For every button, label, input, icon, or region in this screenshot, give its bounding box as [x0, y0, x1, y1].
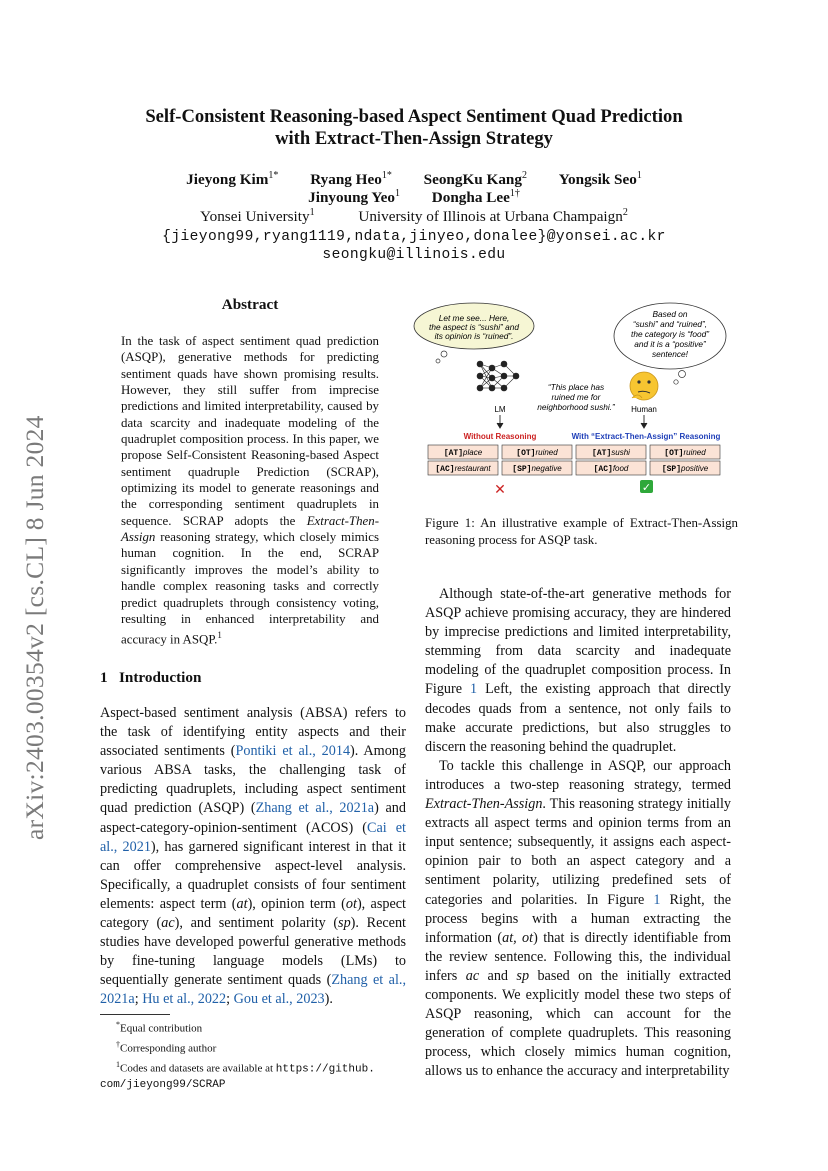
check-mark-icon	[640, 480, 653, 494]
quad-cell: [AC]restaurant	[435, 464, 491, 474]
body-text: Left, the existing approach that directly decodes quads from a sentence, not only fails to make accurate predictions, but also struggles to discern the reasoning behind the quadruplet.	[425, 681, 732, 755]
input-sentence-line: ruined me for	[551, 392, 601, 402]
authors-line-2	[90, 188, 738, 207]
body-text: ;	[226, 991, 234, 1008]
human-thought-bubble	[614, 303, 726, 384]
footnote-1	[100, 1017, 410, 1037]
lm-label: LM	[494, 405, 506, 414]
paragraph	[425, 757, 731, 1082]
quad-cell: [AT]sushi	[592, 448, 630, 458]
lm-thought-bubble	[414, 303, 534, 363]
italic-term: ot	[345, 895, 357, 912]
bubble-right-line: “sushi” and “ruined”,	[632, 319, 708, 329]
human-label: Human	[631, 405, 657, 414]
repo-link[interactable]: https://github.	[275, 1063, 375, 1076]
footnote-mark: 1	[116, 1059, 120, 1069]
citation-link[interactable]: Hu et al., 2022	[142, 991, 227, 1008]
authors-line-1	[90, 170, 738, 189]
email-line-2: seongku@illinois.edu	[322, 247, 506, 263]
paragraph	[425, 585, 731, 757]
paper-title	[90, 106, 738, 150]
affiliation: Yonsei University$^1$	[200, 207, 315, 226]
affiliations	[90, 207, 738, 226]
body-text: ) that is directly identifiable from the review sentence. Following this, the individual infers	[425, 929, 731, 984]
footnotes	[100, 1014, 410, 1093]
without-reasoning-table	[428, 445, 572, 475]
with-reasoning-title: With “Extract-Then-Assign” Reasoning	[571, 432, 721, 441]
bubble-right-line: Based on	[652, 309, 688, 319]
figure-1-graphic	[424, 302, 740, 502]
bubble-left-line: its opinion is “ruined”.	[434, 331, 514, 341]
cross-mark-icon: ✕	[494, 482, 506, 498]
without-reasoning-title: Without Reasoning	[463, 432, 537, 441]
body-text: ), opinion term (	[247, 895, 346, 912]
author-name: Yongsik Seo$^1$	[558, 170, 642, 189]
body-text: ) and aspect-category-opinion-sentiment (ACOS) (	[100, 800, 406, 836]
right-column-text	[425, 585, 731, 1081]
footnote-mark: †	[116, 1039, 120, 1049]
author-name: Dongha Lee$^{1\dagger}$	[431, 188, 520, 207]
body-text: Aspect-based sentiment analysis (ABSA) refers to the task of identifying entity aspects and their associated sentiments (	[100, 705, 406, 760]
body-text: Right, the process begins with a human extracting the information (	[425, 891, 731, 946]
footnote-3	[100, 1057, 410, 1078]
author-name: Jieyong Kim$^{1*}$	[186, 170, 279, 189]
citation-link[interactable]: Pontiki et al., 2014	[235, 743, 351, 760]
input-sentence-line: “This place has	[547, 382, 605, 392]
arxiv-identifier: arXiv:2403.00354v2 [cs.CL] 8 Jun 2024	[20, 415, 49, 840]
italic-term: ac	[465, 967, 480, 984]
footnote-text: Equal contribution	[120, 1022, 203, 1035]
abstract-text: In the task of aspect sentiment quad prediction (ASQP), generative methods for predicting sentiment quads have shown promising results. However, they still suffer from imprecise predictions and limited interpretability, caused by data scarcity and inadequate modeling of the quadruplet composition process. In this paper, we propose Self-Consistent Reasoning-based Aspect sentiment quadruple Prediction (SCRAP), optimizing its model to generate reasonings and the corresponding sentiment quadruplets in sequence. SCRAP adopts the	[121, 334, 379, 528]
input-sentence-line: neighborhood sushi.”	[537, 402, 615, 412]
repo-link[interactable]: com/jieyong99/SCRAP	[100, 1078, 226, 1091]
footnote-mark: *	[116, 1020, 120, 1029]
section-number: 1	[100, 669, 108, 686]
italic-term: ac	[161, 915, 175, 932]
thinking-face-icon	[630, 372, 658, 400]
email-line-1: {jieyong99,ryang1119,ndata,jinyeo,donalee}@yonsei.ac.kr	[162, 229, 666, 245]
footnote-mark: 1	[217, 630, 222, 641]
svg-text:✓: ✓	[641, 481, 652, 494]
abstract-body	[121, 333, 379, 648]
body-text: ), aspect category (	[100, 895, 406, 932]
quad-cell: [SP]negative	[512, 464, 562, 474]
body-text: ).	[324, 991, 333, 1008]
quad-cell: [OT]ruined	[516, 448, 558, 458]
down-arrow-icon	[497, 415, 647, 428]
quad-cell: [OT]ruined	[664, 448, 706, 458]
author-name: Jinyoung Yeo$^1$	[308, 188, 400, 207]
italic-term: sp	[516, 967, 530, 984]
title-line-2: with Extract-Then-Assign Strategy	[275, 128, 553, 149]
quad-cell: [SP]positive	[661, 464, 709, 474]
author-name: SeongKu Kang$^2$	[423, 170, 527, 189]
figure-ref-link[interactable]: 1	[470, 681, 478, 698]
quad-cell: [AT]place	[443, 448, 483, 458]
citation-link[interactable]: Cai et al., 2021	[100, 819, 406, 855]
italic-term: sp	[338, 915, 351, 932]
figure-ref-link[interactable]: 1	[653, 891, 661, 908]
body-text: ). Among various ABSA tasks, the challenging task of predicting quadruplets, including aspect sentiment quad prediction (ASQP) (	[100, 743, 406, 817]
body-text: and	[479, 967, 517, 984]
arxiv-stamp	[12, 375, 56, 840]
body-text: To tackle this challenge in ASQP, our approach introduces a two-step reasoning strategy, termed	[425, 757, 731, 793]
body-text: based on the initially extracted components. We explicitly model these two steps of ASQP reasoning, which can account for the generation of complete quadruplets. This reasoning process, which closely mimics human cognition, allows us to enhance the accuracy and interpretability	[425, 967, 731, 1080]
italic-term: Extract-Then-Assign	[425, 796, 543, 813]
affiliation: University of Illinois at Urbana Champaign$^2$	[358, 207, 628, 226]
citation-link[interactable]: Zhang et al., 2021a	[100, 972, 406, 1008]
citation-link[interactable]: Zhang et al., 2021a	[255, 800, 375, 817]
footnote-text: Codes and datasets are available at	[120, 1062, 276, 1075]
body-text: . This reasoning strategy initially extracts all aspect terms and opinion terms from an input sentence; subsequently, it assigns each aspect-opinion pair to both an aspect category and a sentiment polarity, utilizing predefined sets of categories and polarities. In Figure	[425, 796, 731, 908]
italic-term: at, ot	[502, 929, 534, 946]
abstract-heading: Abstract	[221, 296, 279, 313]
body-text: Although state-of-the-art generative methods for ASQP achieve promising accuracy, they are hindered by imprecise predictions and limited interpretability, stemming from data scarcity and inadequate modeling of the quadruplet composition process. In Figure	[425, 586, 731, 698]
intro-paragraph	[100, 704, 406, 1010]
body-text: ;	[134, 991, 143, 1008]
body-text: ), has garnered significant interest in that it can offer comprehensive aspect-level analysis. Specifically, a quadruplet consists of four sentiment elements: aspect term (	[100, 838, 406, 912]
body-text: ). Recent studies have developed powerful generative methods by fine-tuning language models (LMs) to sequentially generate sentiment quads (	[100, 915, 406, 989]
italic-term: at	[236, 895, 248, 912]
footnote-2	[100, 1037, 410, 1057]
abstract-text: reasoning strategy, which closely mimics human cognition. In the end, SCRAP significantly improves the model’s ability to handle complex reasoning tasks and correctly predict quadruplets through consistency voting, resulting in enhanced interpretability and accuracy in ASQP.	[121, 530, 379, 647]
bubble-right-line: and it is a “positive”	[634, 339, 706, 349]
footnote-text: Corresponding author	[120, 1042, 217, 1055]
bubble-left-line: the aspect is “sushi” and	[429, 322, 519, 332]
section-heading-introduction	[100, 669, 400, 687]
abstract-emph: Extract-Then-Assign	[121, 513, 379, 545]
section-title: Introduction	[118, 669, 202, 686]
body-text: ), and sentiment polarity (	[174, 915, 339, 932]
author-name: Ryang Heo$^{1*}$	[310, 170, 392, 189]
bubble-right-line: sentence!	[652, 349, 688, 359]
quad-cell: [AC]food	[593, 464, 629, 474]
bubble-left-line: Let me see... Here,	[438, 313, 510, 323]
neural-network-icon	[477, 361, 519, 391]
title-line-1: Self-Consistent Reasoning-based Aspect Sentiment Quad Prediction	[145, 106, 683, 127]
figure-caption: Figure 1: An illustrative example of Extract-Then-Assign reasoning process for ASQP task.	[425, 516, 738, 547]
bubble-right-line: the category is “food”	[631, 329, 709, 339]
citation-link[interactable]: Gou et al., 2023	[233, 991, 325, 1008]
with-reasoning-table	[576, 445, 720, 475]
figure-1	[424, 302, 740, 502]
